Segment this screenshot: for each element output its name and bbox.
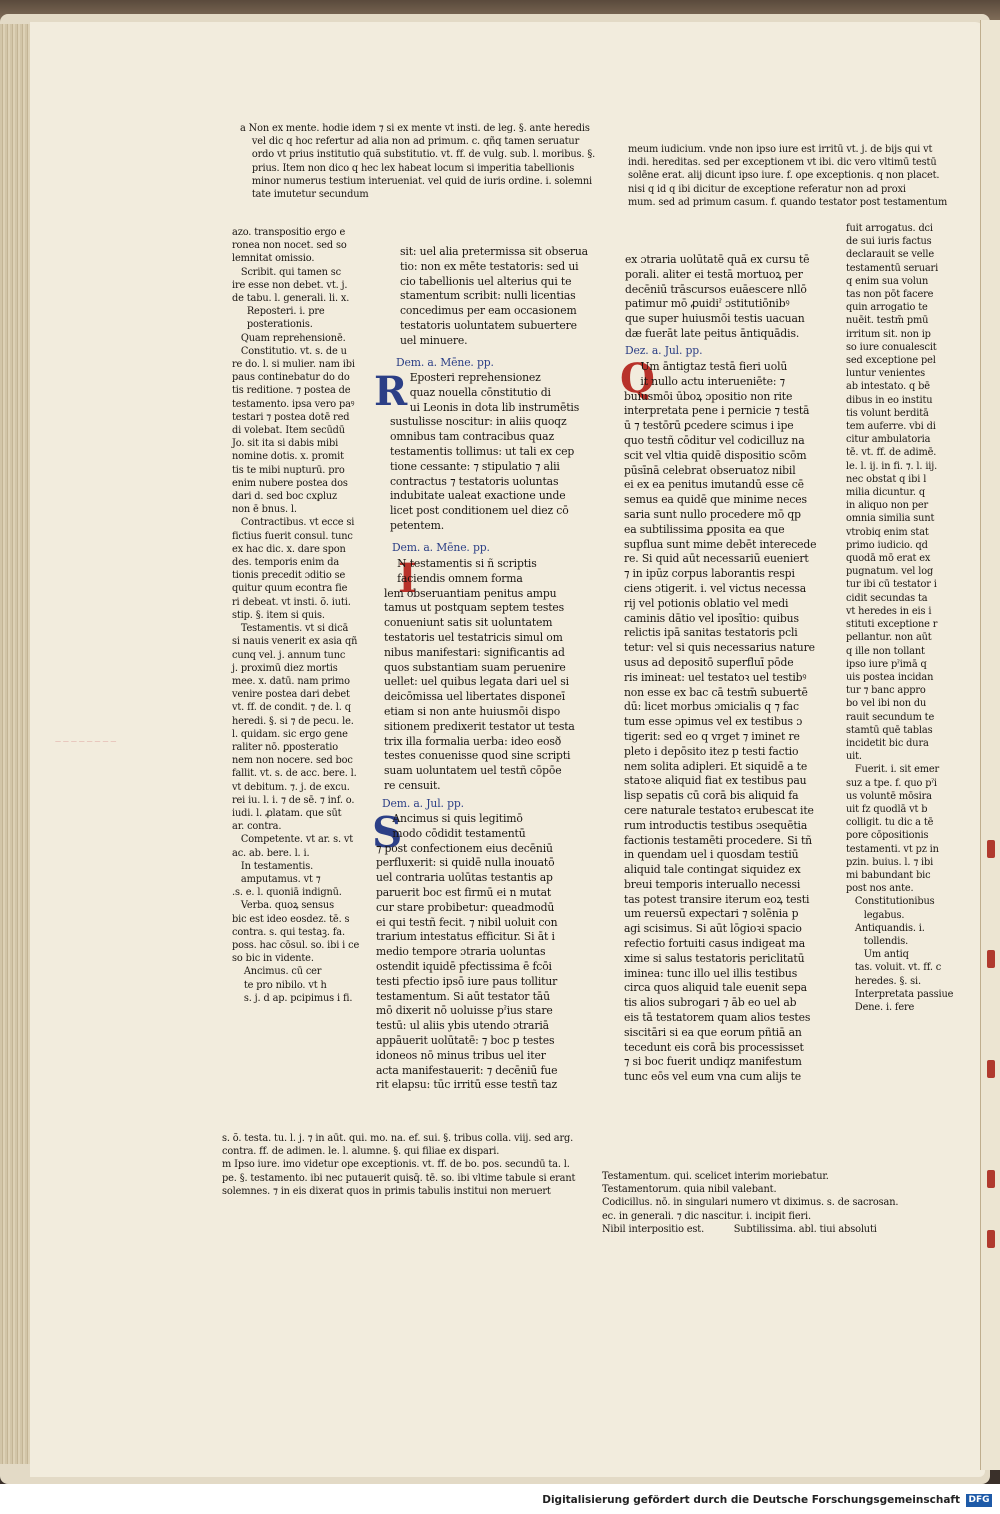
- main-text-block-1: sit: uel alia pretermissa sit obserua tio: non ex mēte testatoris: sed ui cio tabellionis uel alterius qui te stamentum scribit: nulli licentias concedimus per eam occasionem testatoris uoluntatem subuertere uel minuere.: [400, 245, 588, 347]
- right-main-text-1: ex ɔtraria uolūtatē quā ex cursu tē porali. aliter ei testā mortuoꝝ per decēniū trāscursos euāescere nllō patimur mō ꝓuidiˀ ɔstitutiōnibꝰ que super huiusmōi testis uacuan dæ fuerāt late peitus āntiquādis.: [625, 253, 810, 340]
- rubric-mark: [987, 1060, 995, 1078]
- rubric-mark: [987, 840, 995, 858]
- dfg-logo: DFG: [966, 1494, 992, 1507]
- gloss-bottom-right: Testamentum. qui. scelicet interim moriebatur. Testamentorum. quia nibil valebant. Codicillus. nō. in singulari numero vt diximus. s. de sacrosan. ec. in generali. ⁊ dic nascitur. i. incipit fieri. Nibil interpositio est. Subtilissima. abl. tiui absoluti: [602, 1171, 899, 1235]
- dating-formula-3: Dem. a. Jul. pp.: [382, 797, 464, 810]
- page-fore-edge: [0, 24, 31, 1464]
- decorated-initial-4: Q: [620, 355, 655, 402]
- gloss-left-column: azo. transpositio ergo e ronea non nocet. sed so lemnitat omissio. Scribit. qui tamen sc ire esse non debet. vt. j. de tabu. l. generali. li. x. Reposteri. i. pre posterationis. Quam reprehensionē. Constitutio. vt. s. de u re do. l. si mulier. nam ibi paus continebatur do do tis reditione. ⁊ postea de testamento. ipsa vero paꝰ testari ⁊ postea dotē red di volebat. Item secūdū Jo. sit ita si dabis mibi nomine dotis. x. promit tis te mibi nupturū. pro enim nubere postea dos dari d. sed boc cxꝑluz non ē bnus. l. Contractibus. vt ecce si fictius fuerit consul. tunc ex hac dic. x. dare spon des. temporis enim da tionis precedit ɔditio se quitur quum econtra fie ri debeat. vt insti. õ. iuti. stip. §. item si quis. Testamentis. vt si dicā si nauis venerit ex asia qñ cunq vel. j. annum tunc j. proximū diez mortis mee. x. datū. nam primo venire postea dari debet vt. ff. de condit. ⁊ de. l. q heredi. §. si ⁊ de pecu. le. l. quidam. sic ergo gene raliter nō. ꝑposteratio nem non nocere. sed boc fallit. vt. s. de acc. bere. l. vt debitum. ⁊. j. de excu. rei iu. l. i. ⁊ de sē. ⁊ inf. o. iudi. l. ꝓlatam. que sūt ar. contra. Competente. vt ar. s. vt ac. ab. bere. l. i. In testamentis. amputamus. vt ⁊ .s. e. l. quoniā indignū. Verba. quoꝝ sensus bic est ideo eosdez. tē. s contra. s. qui testaꝫ. fa. poss. hac cōsul. so. ibi i ce so bic in vidente. Ancimus. cū cer te pro nibilo. vt h s. j. d ap. pcipimus i fi.: [232, 227, 360, 1004]
- decorated-initial-1: R: [374, 368, 408, 415]
- gloss-right-column: fuit arrogatus. dci de sui iuris factus declarauit se velle testamentū seruari q enim sua volun tas non pōt facere quin arrogatio te nuēit. testm̄ pmū irritum sit. non ip so iure conualescit sed exceptione pel luntur venientes ab intestato. q bē dibus in eo institu tis volunt berditā tem auferre. vbi di citur ambulatoria tē. vt. ff. de adimē. le. l. ij. in fi. ⁊. l. iij. nec obstat q ibi l milia dicuntur. q in aliquo non per omnia similia sunt vtrobiq enim stat primo iudicio. qd quodā mō erat ex pugnatum. vel log tur ibi cū testator i cidit secundas ta vt heredes in eis i stituti exceptione r pellantur. non aūt q ille non tollant ipso iure pˀimā q uis postea incidan tur ⁊ banc appro bo vel ibi non du rauit secundum te stamtū quē tablas incidetit bic dura uit. Fuerit. i. sit emer suz a tpe. f. quo pˀi us voluntē mōsira uit fz quodlā vt b colligit. tu dic a tē pore cōpositionis testamenti. vt pz in pzin. buius. l. ⁊ ibi mi babundant bic post nos ante. Constitutionibus legabus. Antiquandis. i. tollendis. Um antiq tas. voluit. vt. ff. c heredes. §. si. Interpretata passiue Dene. i. fere: [846, 223, 954, 1013]
- rubric-mark: [987, 1230, 995, 1248]
- gloss-top-left: a Non ex mente. hodie idem ⁊ si ex mente vt insti. de leg. §. ante heredis vel dic q hoc refertur ad alia non ad primum. c. qñq tamen seruatur ordo vt prius institutio quã substitutio. vt. ff. de vulg. sub. l. moribus. §. prius. Item non dico q hec lex habeat locum si imperitia tabellionis minor numerus testium interueniat. vel quid de iuris ordine. i. solemni tate imutetur secundum: [240, 123, 596, 201]
- gloss-top-right: meum iudicium. vnde non ipso iure est irritū vt. j. de bijs qui vt indi. hereditas. sed per exceptionem vt ibi. dic vero vltimū testū solēne erat. alij dicunt ipso iure. f. ope exceptionis. q non placet. nisi q id q ibi dicitur de exceptione referatur non ad proxi mum. sed ad primum casum. f. quando testator post testamentum: [628, 144, 948, 208]
- faint-marginal-note: — — — — — — — —: [55, 738, 117, 745]
- decorated-initial-2: I: [398, 555, 417, 602]
- gloss-bottom-left: s. õ. testa. tu. l. j. ⁊ in aūt. qui. mo. na. ef. sui. §. tribus colla. viij. sed arg. contra. ff. de adimen. le. l. alumne. §. qui filiae ex dispari. m Ipso iure. imo videtur ope exceptionis. vt. ff. de bo. pos. secundū ta. l. pe. §. testamento. ibi nec putauerit quisq̄. tē. so. ibi vltime tabule si erant solemnes. ⁊ in eis dixerat quos in primis tabulis institui non meruert: [222, 1133, 576, 1197]
- main-text-block-2: Eposteri reprehensionez quaz nouella cōnstitutio di ui Leonis in dota lib instrumētis sustulisse noscitur: in aliis quoqz omnibus tam contracibus quaz testamentis tollimus: ut tali ex cep tione cessante: ⁊ stipulatio ⁊ alii contractus ⁊ testatoris uoluntas indubitate ualeat exactione unde licet post conditionem uel diez cō petentem.: [390, 371, 580, 532]
- right-main-text-2: Um āntigtaz testā fieri uolū it nullo actu interueniēte: ⁊ buiusmōi ūboꝝ ɔpositio non rite interpretata pene i pernicie ⁊ testā ū ⁊ testōrū ꝑcedere scimus i ipe quo testñ cōditur vel codicilluz na scit vel vltia quidē dispositio scōm pūsīnā celebrat obseruatoz nibil ei ex ea penitus imutandū esse cē semus ea quidē que minime neces saria sunt nullo procedere mō qp ea subtilissima ꝑposita ea que supflua sunt mime debēt interecede re. Si quid aūt necessariū eueniert ⁊ in ipūz corpus laborantis respi ciens ɔtigerit. i. vel victus necessa rij vel potionis oblatio vel medi caminis dātio vel iposītio: quibus relictis ipā sanitas testatoris pcli tetur: vel si quis necessarius nature usus ad depositō superfluī pōde ris imineat: uel testatoꝛ uel testibꝰ non esse ex bac cā testm̄ subuertē dū: licet morbus ɔmicialis q ⁊ fac tum esse ɔpimus vel ex testibus ɔ tigerit: sed eo q vrget ⁊ iminet re pleto i depōsito itez p testi factio nem solita adipleri. Et siquidē a te statoꝛe aliquid fiat ex testibus pau lisp sepatis cū corā bis aliquid fa cere naturale testatoꝛ erubescat ite rum introductis testibus ɔsequētia factionis testamēti procedere. Si tñ in quendam uel i quosdam testiū aliquid tale contingat siquidez ex breui temporis interuallo necessi tas potest transire iterum eoꝝ testi um reuersū expectari ⁊ solēnia p agi scisimus. Si aūt lōgioꝛi spacio refectio fortuiti casus indigeat ma xime si salus testatoris periclitatū iminea: tunc illo uel illis testibus circa quos aliquid tale euenit sepa tis alios subrogari ⁊ āb eo uel ab eis tā testatorem quam alios testes siscitāri si ea que eorum pñtiā an tecedunt eis corā bis processisset ⁊ si boc fuerit undiqz manifestum tunc eōs vel eum vna cum alijs te: [624, 360, 817, 1084]
- dating-formula-2: Dem. a. Mēne. pp.: [392, 541, 490, 554]
- main-text-block-4: Ancimus si quis legitimō modo cōdidit testamentū ⁊ post confectionem eius decēniū perfluxerit: si quidē nulla inouatō uel contraria uolūtas testantis ap paruerit boc est firmū ei n mutat cur stare probibetur: queadmodū ei qui testñ fecit. ⁊ nibil uoluit con trarium intestatus efficitur. Si āt i medio tempore ɔtraria uoluntas ostendit iquidē pfectissima ē fcōi testi pfectio ipsō iure paus tollitur testamentum. Si aūt testator tāū mō dixerit nō uoluisse pˀius stare testū: ul aliis ybis utendo ɔtrariā appāuerit uolūtatē: ⁊ boc p testes idoneos nō minus tribus uel iter acta manifestauerit: ⁊ decēniū fue rit elapsu: tūc irritū esse testñ taz: [376, 812, 558, 1092]
- main-text-block-3: N testamentis si ñ scriptis faciendis omnem forma lem obseruantiam penitus ampu tamus ut postquam septem testes conueniunt satis sit uoluntatem testatoris uel testatricis simul om nibus manifestari: significantis ad quos substantiam suam peruenire uellet: uel quibus legata dari uel si deicōmissa uel libertates disponeī etiam si non ante huiusmōi dispo sitionem predixerit testator ut testa trix illa formalia uerba: ideo eosð testes conuenisse quod sine scripti suam uoluntatem uel testñ cōpōe re censuit.: [384, 557, 575, 792]
- digitization-credit: Digitalisierung gefördert durch die Deutsche Forschungsgemeinschaft: [542, 1494, 960, 1506]
- dating-formula-4: Dez. a. Jul. pp.: [625, 344, 703, 357]
- dating-formula-1: Dem. a. Mēne. pp.: [396, 356, 494, 369]
- decorated-initial-3: S: [372, 808, 403, 857]
- rubric-mark: [987, 950, 995, 968]
- rubric-mark: [987, 1170, 995, 1188]
- facing-page-edge: [980, 20, 1000, 1470]
